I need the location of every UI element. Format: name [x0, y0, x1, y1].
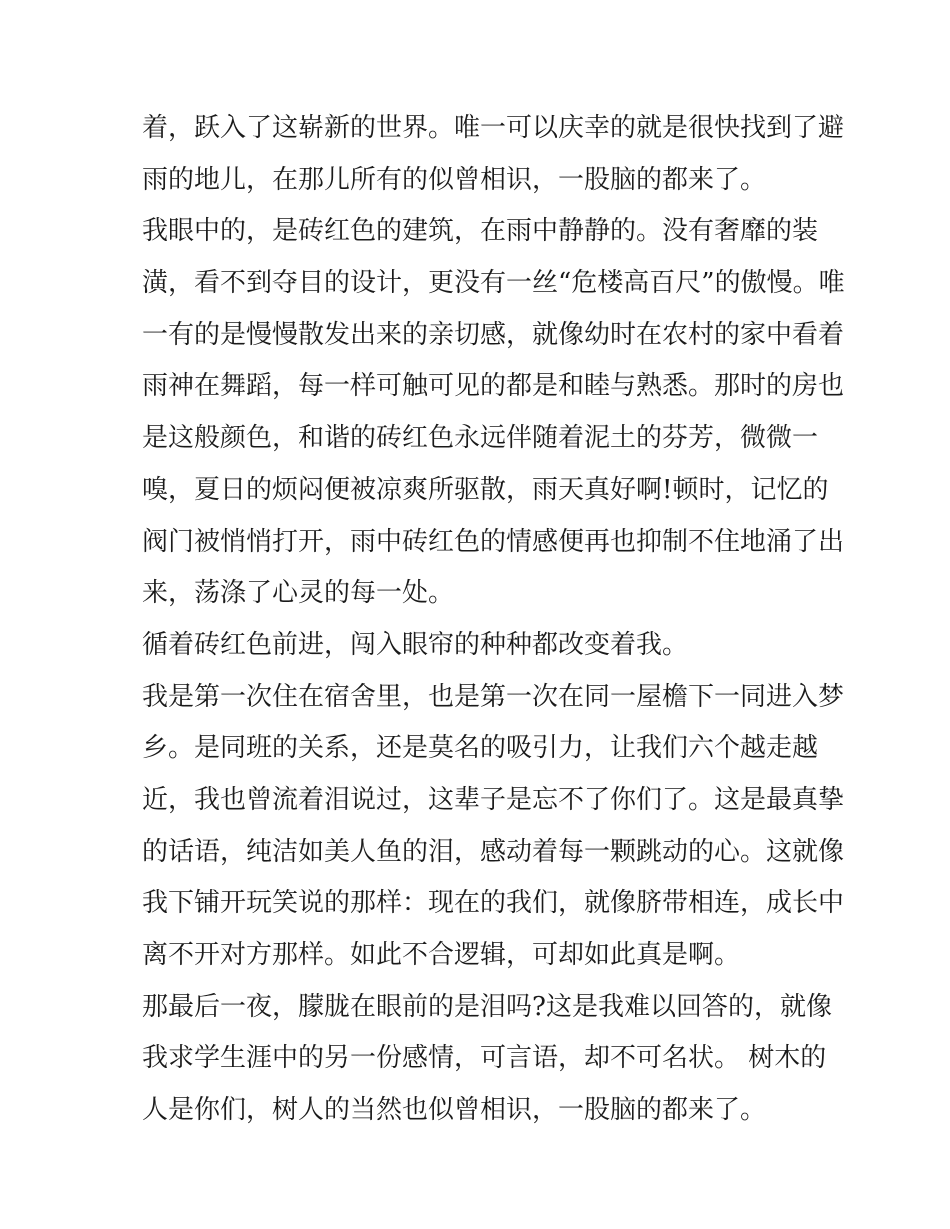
- text-line: 的话语，纯洁如美人鱼的泪，感动着每一颗跳动的心。这就像: [142, 836, 845, 867]
- text-line: 我是第一次住在宿舍里，也是第一次在同一屋檐下一同进入梦: [142, 681, 845, 712]
- text-line: 雨的地儿，在那儿所有的似曾相识，一股脑的都来了。: [142, 164, 767, 195]
- text-line: 那最后一夜，朦胧在眼前的是泪吗?这是我难以回答的，就像: [142, 991, 832, 1022]
- text-line: 人是你们，树人的当然也似曾相识，一股脑的都来了。: [142, 1095, 767, 1126]
- essay-body: [142, 103, 845, 1137]
- text-line: 我求学生涯中的另一份感情，可言语，却不可名状。 树木的: [142, 1043, 827, 1074]
- text-line: 一有的是慢慢散发出来的亲切感，就像幼时在农村的家中看着: [142, 319, 845, 350]
- text-line: 近，我也曾流着泪说过，这辈子是忘不了你们了。这是最真挚: [142, 784, 845, 815]
- text-line: 是这般颜色，和谐的砖红色永远伴随着泥土的芬芳，微微一: [142, 423, 819, 454]
- text-line: 我眼中的，是砖红色的建筑，在雨中静静的。没有奢靡的装: [142, 216, 819, 247]
- text-line: 来，荡涤了心灵的每一处。: [142, 578, 455, 609]
- text-line: 我下铺开玩笑说的那样：现在的我们，就像脐带相连，成长中: [142, 888, 845, 919]
- text-line: 雨神在舞蹈，每一样可触可见的都是和睦与熟悉。那时的房也: [142, 371, 845, 402]
- text-line: 阀门被悄悄打开，雨中砖红色的情感便再也抑制不住地涌了出: [142, 526, 845, 557]
- text-line: 着，跃入了这崭新的世界。唯一可以庆幸的就是很快找到了避: [142, 113, 845, 143]
- text-line: 嗅，夏日的烦闷便被凉爽所驱散，雨天真好啊!顿时，记忆的: [142, 474, 829, 505]
- text-line: 潢，看不到夺目的设计，更没有一丝“危楼高百尺”的傲慢。唯: [142, 268, 845, 299]
- text-line: 离不开对方那样。如此不合逻辑，可却如此真是啊。: [142, 940, 741, 970]
- text-line: 乡。是同班的关系，还是莫名的吸引力，让我们六个越走越: [142, 733, 819, 764]
- text-line: 循着砖红色前进，闯入眼帘的种种都改变着我。: [142, 629, 689, 660]
